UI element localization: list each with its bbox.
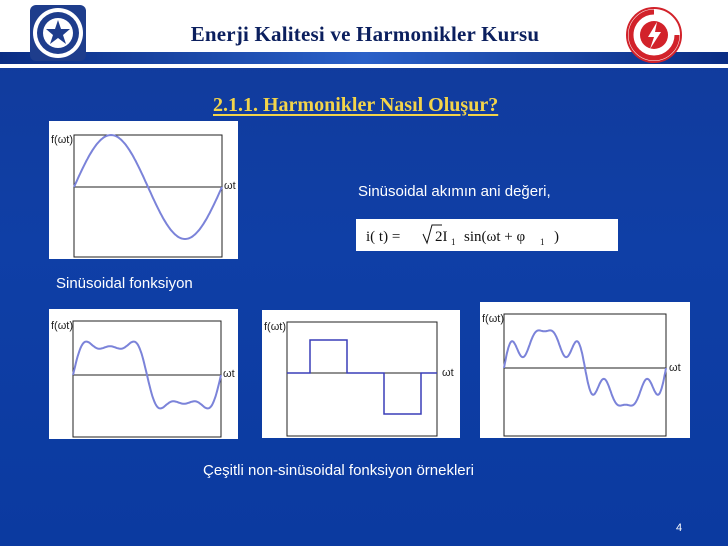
svg-text:): ) bbox=[554, 229, 559, 245]
plot-2-ylabel: f(ωt) bbox=[264, 321, 287, 333]
course-title: Enerji Kalitesi ve Harmonikler Kursu bbox=[190, 22, 540, 46]
plot-3-xlabel: ωt bbox=[669, 362, 681, 374]
distorted-plot-1-panel bbox=[49, 309, 238, 439]
square-wave-plot-panel bbox=[262, 310, 460, 438]
distorted-plot-1 bbox=[49, 309, 238, 439]
page-number: 4 bbox=[676, 522, 683, 534]
svg-text:1: 1 bbox=[540, 237, 545, 247]
square-wave-curve bbox=[287, 340, 437, 414]
plot-1-xlabel: ωt bbox=[223, 368, 235, 380]
sine-plot-ylabel: f(ωt) bbox=[51, 134, 74, 146]
sine-plot-panel bbox=[49, 121, 238, 259]
section-title: 2.1.1. Harmonikler Nasıl Oluşur? bbox=[213, 94, 499, 116]
instant-value-label: Sinüsoidal akımın ani değeri, bbox=[358, 183, 551, 200]
plot-2-xlabel: ωt bbox=[442, 367, 454, 379]
university-seal-logo bbox=[28, 3, 88, 63]
plot-1-ylabel: f(ωt) bbox=[51, 320, 74, 332]
plot-3-ylabel: f(ωt) bbox=[482, 313, 505, 325]
svg-text:2I: 2I bbox=[435, 229, 448, 245]
examples-caption: Çeşitli non-sinüsoidal fonksiyon örnekleri bbox=[203, 462, 474, 479]
sine-plot bbox=[49, 121, 238, 259]
sine-caption: Sinüsoidal fonksiyon bbox=[56, 275, 193, 292]
current-formula bbox=[356, 219, 618, 251]
distorted-plot-3 bbox=[480, 302, 690, 438]
sine-plot-xlabel: ωt bbox=[224, 180, 236, 192]
current-formula-svg bbox=[356, 219, 618, 251]
svg-text:1: 1 bbox=[451, 237, 456, 247]
distorted-plot-3-panel bbox=[480, 302, 690, 438]
square-wave-plot bbox=[262, 310, 460, 438]
svg-text:i( t) =: i( t) = bbox=[366, 229, 401, 245]
svg-text:sin(ωt + φ: sin(ωt + φ bbox=[464, 229, 526, 245]
